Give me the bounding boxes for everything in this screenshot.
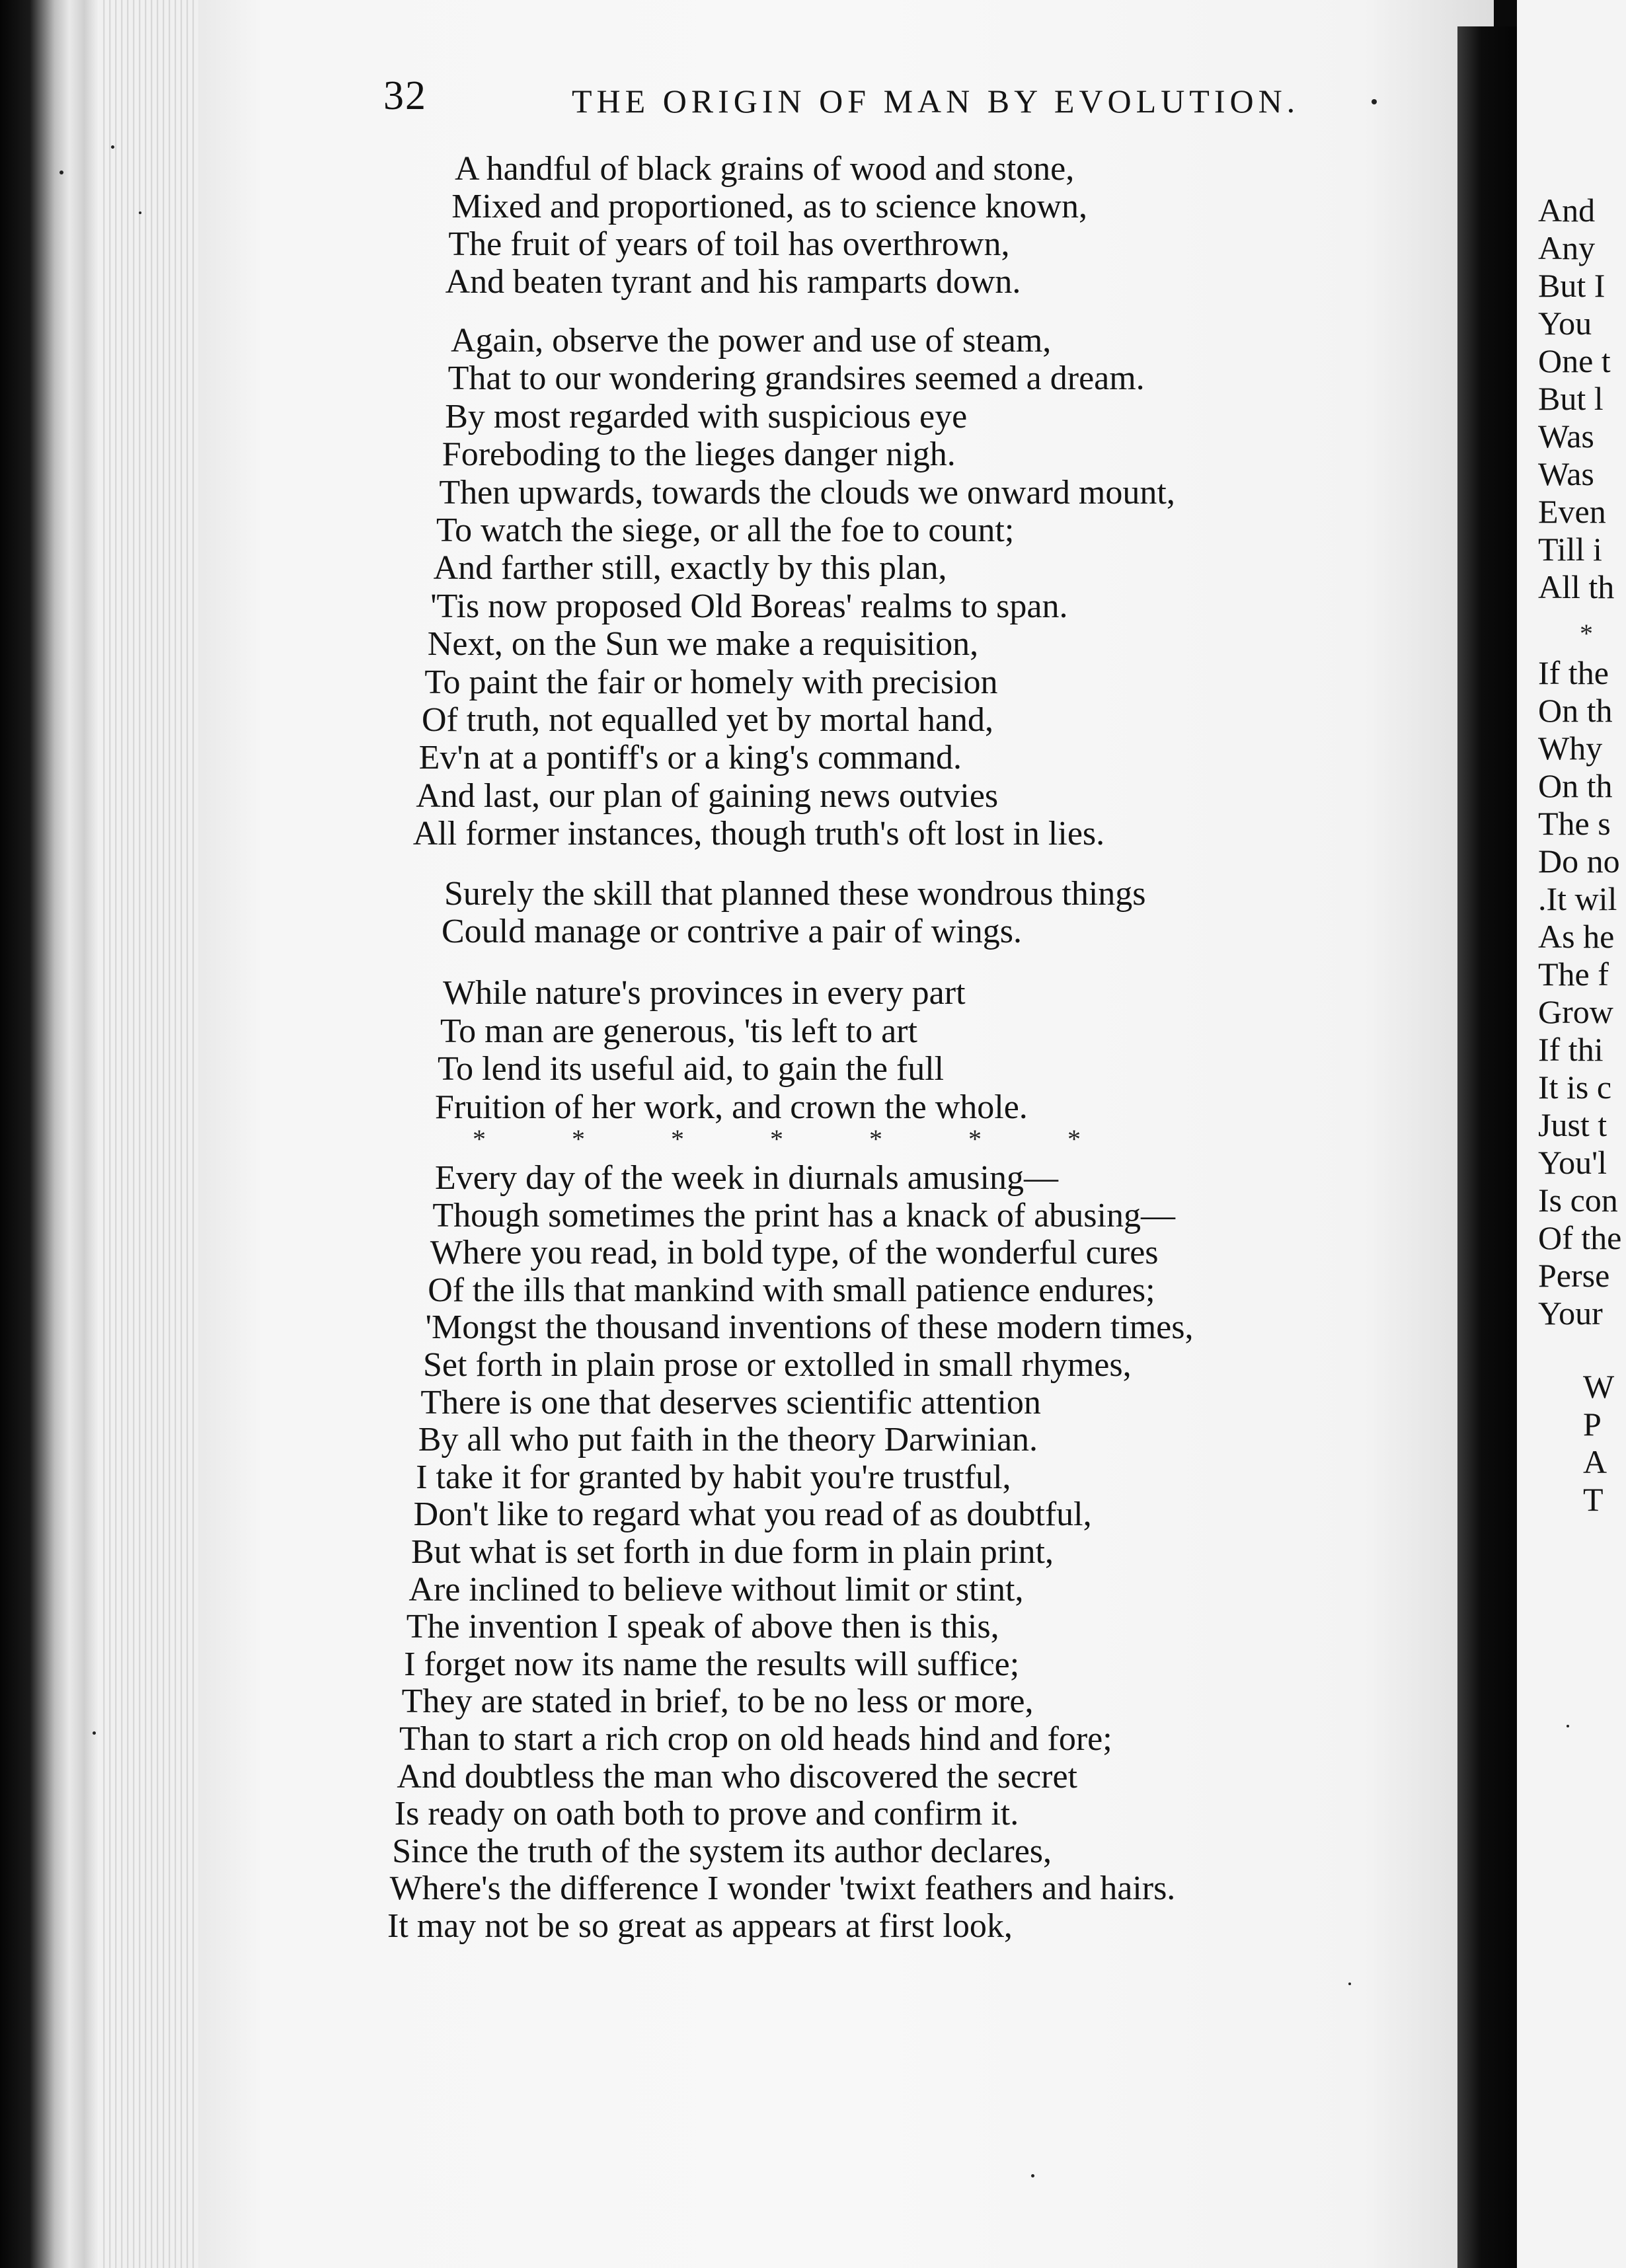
verse-line: Foreboding to the lieges danger nigh. bbox=[442, 435, 956, 474]
right-page-line: Even bbox=[1538, 493, 1606, 530]
verse-line: I forget now its name the results will suffice; bbox=[404, 1645, 1020, 1683]
right-page-line: It is c bbox=[1538, 1069, 1612, 1106]
verse-line: To lend its useful aid, to gain the full bbox=[438, 1050, 945, 1088]
verse-line: By most regarded with suspicious eye bbox=[445, 397, 968, 435]
verse-line: While nature's provinces in every part bbox=[443, 974, 966, 1012]
verse-line: Next, on the Sun we make a requisition, bbox=[427, 625, 979, 663]
verse-line: Then upwards, towards the clouds we onward mount, bbox=[439, 473, 1175, 511]
verse-line: To man are generous, 'tis left to art bbox=[440, 1012, 917, 1050]
book-edge-left bbox=[0, 0, 99, 2268]
verse-line: Than to start a rich crop on old heads hind and fore; bbox=[399, 1720, 1112, 1758]
verse-line: Every day of the week in diurnals amusing— bbox=[435, 1159, 1058, 1197]
verse-line: They are stated in brief, to be no less or more, bbox=[401, 1682, 1034, 1721]
verse-line: A handful of black grains of wood and stone, bbox=[455, 150, 1075, 188]
verse-line: But what is set forth in due form in plain print, bbox=[411, 1533, 1054, 1571]
verse-line: Mixed and proportioned, as to science known, bbox=[451, 188, 1087, 225]
verse-line: It may not be so great as appears at first look, bbox=[387, 1907, 1013, 1945]
page-stack-edge bbox=[99, 0, 198, 2268]
verse-line: The fruit of years of toil has overthrown, bbox=[448, 225, 1010, 263]
right-page-line: Just t bbox=[1538, 1106, 1607, 1143]
verse-line: Fruition of her work, and crown the whole. bbox=[435, 1088, 1028, 1126]
right-page-line: Perse bbox=[1538, 1257, 1610, 1294]
verse-line: Set forth in plain prose or extolled in small rhymes, bbox=[423, 1346, 1132, 1384]
page-number: 32 bbox=[383, 73, 427, 118]
scan-speck bbox=[59, 170, 63, 174]
right-page-line: Was bbox=[1538, 418, 1594, 455]
right-page-line: The f bbox=[1538, 956, 1609, 993]
verse-line: To watch the siege, or all the foe to count; bbox=[436, 511, 1015, 549]
right-page-line: As he bbox=[1538, 918, 1615, 955]
verse-line: All former instances, though truth's oft lost in lies. bbox=[412, 815, 1105, 853]
right-page-line: T bbox=[1583, 1481, 1604, 1518]
right-page-line: Why bbox=[1538, 730, 1603, 767]
verse-line: Where you read, in bold type, of the wonderful cures bbox=[430, 1234, 1159, 1272]
verse-line: Are inclined to believe without limit or stint, bbox=[408, 1570, 1024, 1608]
right-page-line: Grow bbox=[1538, 993, 1613, 1030]
scan-speck bbox=[1031, 2174, 1034, 2177]
right-page-line: On th bbox=[1538, 767, 1613, 804]
verse-line: I take it for granted by habit you're trustful, bbox=[416, 1458, 1011, 1496]
section-break-asterisks: * * * * * * * bbox=[473, 1124, 1083, 1154]
scan-speck bbox=[111, 145, 114, 149]
right-page-line: But l bbox=[1538, 380, 1604, 417]
right-page-line: You'l bbox=[1538, 1144, 1607, 1181]
verse-line: Though sometimes the print has a knack of abusing— bbox=[432, 1196, 1175, 1234]
scan-speck bbox=[139, 211, 141, 214]
verse-line: And beaten tyrant and his ramparts down. bbox=[445, 263, 1021, 301]
right-page-line: Till i bbox=[1538, 531, 1602, 568]
right-page-line: But I bbox=[1538, 267, 1606, 304]
verse-line: And doubtless the man who discovered the secret bbox=[397, 1757, 1078, 1796]
verse-line: That to our wondering grandsires seemed a dream. bbox=[447, 359, 1145, 398]
right-page-line: The s bbox=[1538, 805, 1611, 842]
verse-line: Where's the difference I wonder 'twixt feathers and hairs. bbox=[389, 1870, 1176, 1908]
verse-line: 'Mongst the thousand inventions of these modern times, bbox=[425, 1308, 1194, 1347]
verse-line: Of the ills that mankind with small patience endures; bbox=[428, 1271, 1155, 1309]
running-title: THE ORIGIN OF MAN BY EVOLUTION. bbox=[572, 83, 1300, 120]
verse-line: 'Tis now proposed Old Boreas' realms to span. bbox=[430, 587, 1068, 625]
book-page-left bbox=[198, 0, 1494, 2268]
right-page-asterisk: * bbox=[1580, 619, 1593, 648]
verse-line: Again, observe the power and use of steam, bbox=[451, 322, 1052, 359]
right-page-line: Your bbox=[1538, 1295, 1603, 1332]
scan-speck bbox=[1567, 1725, 1569, 1727]
book-page-right-partial bbox=[1517, 0, 1626, 2268]
right-page-line: Do no bbox=[1538, 843, 1620, 880]
verse-line: By all who put faith in the theory Darwinian. bbox=[418, 1421, 1038, 1459]
verse-line: And last, our plan of gaining news outvies bbox=[416, 776, 999, 815]
verse-line: Ev'n at a pontiff's or a king's command. bbox=[418, 739, 962, 777]
verse-line: And farther still, exactly by this plan, bbox=[433, 549, 947, 587]
scan-speck bbox=[93, 1731, 96, 1735]
right-page-line: .It wil bbox=[1538, 880, 1617, 917]
verse-line: There is one that deserves scientific attention bbox=[420, 1383, 1041, 1421]
right-page-line: If thi bbox=[1538, 1031, 1604, 1068]
right-page-line: Of the bbox=[1538, 1219, 1622, 1256]
right-page-line: Is con bbox=[1538, 1182, 1618, 1219]
right-page-line: P bbox=[1583, 1406, 1602, 1443]
scan-speck bbox=[1348, 1983, 1351, 1985]
right-page-line: One t bbox=[1538, 342, 1611, 379]
verse-line: The invention I speak of above then is this, bbox=[406, 1608, 999, 1646]
book-gutter bbox=[1457, 26, 1517, 2268]
right-page-line: W bbox=[1583, 1368, 1615, 1405]
verse-line: Of truth, not equalled yet by mortal hand, bbox=[422, 701, 994, 739]
right-page-line: Was bbox=[1538, 455, 1594, 492]
right-page-line: And bbox=[1538, 192, 1596, 229]
running-head bbox=[198, 73, 1494, 126]
verse-line: Surely the skill that planned these wondrous things bbox=[444, 875, 1146, 913]
verse-line: Since the truth of the system its author declares, bbox=[392, 1832, 1052, 1870]
verse-line: Could manage or contrive a pair of wings. bbox=[442, 913, 1022, 950]
right-page-line: A bbox=[1583, 1443, 1607, 1480]
scan-speck bbox=[1372, 99, 1377, 104]
right-page-line: Any bbox=[1538, 229, 1596, 266]
verse-line: Is ready on oath both to prove and confirm it. bbox=[394, 1795, 1019, 1833]
right-page-line: If the bbox=[1538, 654, 1609, 691]
verse-line: Don't like to regard what you read of as doubtful, bbox=[413, 1495, 1092, 1534]
verse-line: To paint the fair or homely with precision bbox=[424, 663, 998, 701]
right-page-line: All th bbox=[1538, 568, 1615, 605]
right-page-line: You bbox=[1538, 305, 1592, 342]
right-page-line: On th bbox=[1538, 692, 1613, 729]
